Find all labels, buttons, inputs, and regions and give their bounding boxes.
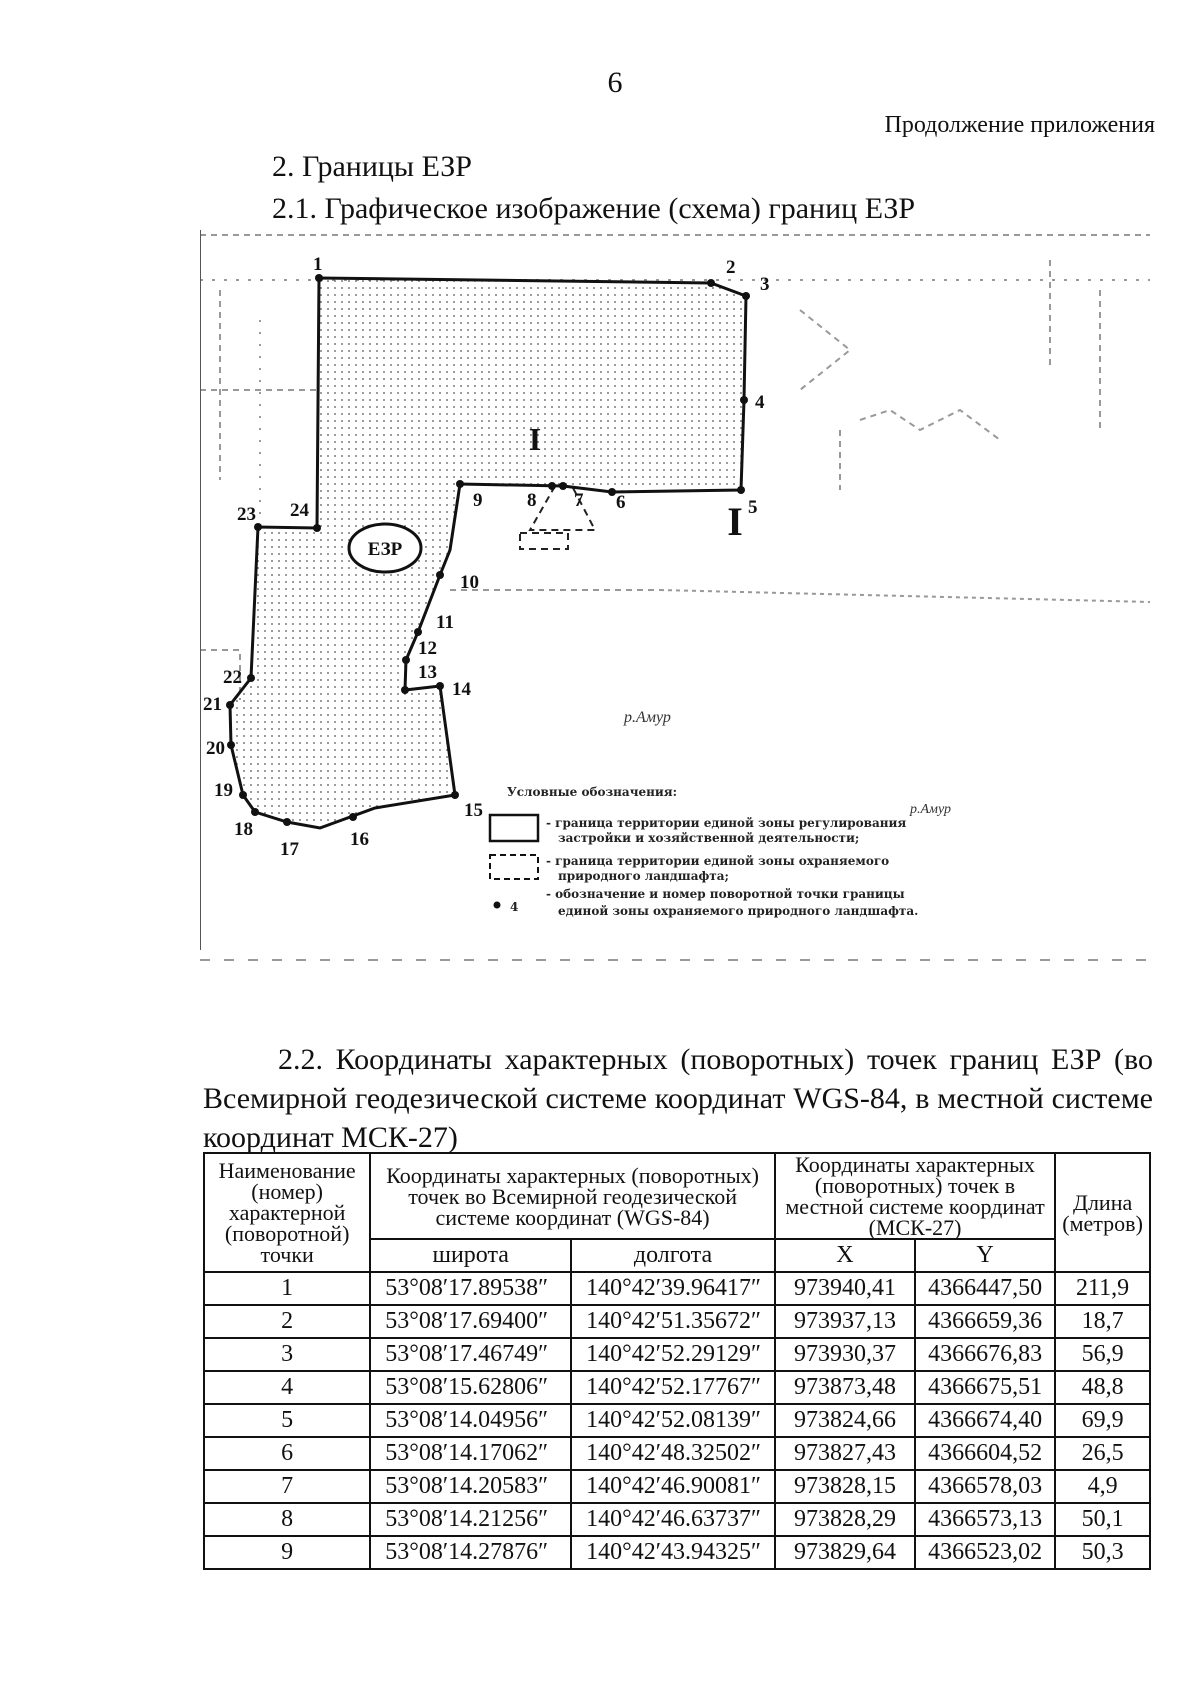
legend-item-2-line-1: - граница территории единой зоны охраняемого bbox=[546, 854, 890, 868]
cell-point: 5 bbox=[204, 1404, 370, 1437]
point-label: 10 bbox=[460, 572, 479, 593]
point-label: 3 bbox=[760, 274, 770, 295]
coordinates-heading-text: 2.2. Координаты характерных (поворотных) точек границ ЕЗР (во Всемирной геодезической системе координат WGS-84, в местной системе координат МСК-27) bbox=[203, 1043, 1153, 1154]
cell-lon: 140°42′46.63737″ bbox=[571, 1503, 775, 1536]
river-label: р.Амур bbox=[910, 802, 952, 817]
table-row bbox=[204, 1404, 1150, 1437]
legend-symbol-solid bbox=[490, 815, 538, 841]
cell-point: 4 bbox=[204, 1371, 370, 1404]
point-label: 15 bbox=[464, 800, 483, 821]
legend-symbol-dot bbox=[494, 902, 501, 909]
cell-point: 8 bbox=[204, 1503, 370, 1536]
boundary-map bbox=[200, 230, 1150, 1033]
cell-length: 26,5 bbox=[1055, 1437, 1150, 1470]
table-row bbox=[204, 1437, 1150, 1470]
map-legend bbox=[490, 785, 918, 918]
point-label: 18 bbox=[234, 819, 253, 840]
cell-x: 973873,48 bbox=[775, 1371, 915, 1404]
cell-y: 4366675,51 bbox=[915, 1371, 1055, 1404]
point-label: 14 bbox=[452, 679, 471, 700]
cell-y: 4366674,40 bbox=[915, 1404, 1055, 1437]
cell-point: 2 bbox=[204, 1305, 370, 1338]
cell-point: 6 bbox=[204, 1437, 370, 1470]
table-row bbox=[204, 1470, 1150, 1503]
table-row bbox=[204, 1272, 1150, 1305]
cell-lat: 53°08′17.69400″ bbox=[370, 1305, 571, 1338]
cell-lat: 53°08′14.20583″ bbox=[370, 1470, 571, 1503]
legend-item-3-line-2: единой зоны охраняемого природного ландшафта. bbox=[558, 904, 919, 918]
cell-y: 4366523,02 bbox=[915, 1536, 1055, 1569]
point-label: 21 bbox=[203, 694, 222, 715]
point-label: 13 bbox=[418, 662, 437, 683]
point-label: 19 bbox=[214, 780, 233, 801]
point-label: 9 bbox=[473, 490, 483, 511]
cell-point: 1 bbox=[204, 1272, 370, 1305]
cell-x: 973930,37 bbox=[775, 1338, 915, 1371]
cell-lat: 53°08′15.62806″ bbox=[370, 1371, 571, 1404]
cell-length: 4,9 bbox=[1055, 1470, 1150, 1503]
point-label: 1 bbox=[313, 254, 323, 275]
point-label: 24 bbox=[290, 500, 309, 521]
legend-item-3-line-1: - обозначение и номер поворотной точки границы bbox=[546, 887, 905, 901]
cell-y: 4366676,83 bbox=[915, 1338, 1055, 1371]
cell-lon: 140°42′52.08139″ bbox=[571, 1404, 775, 1437]
point-label: 4 bbox=[755, 392, 765, 413]
cell-lat: 53°08′17.89538″ bbox=[370, 1272, 571, 1305]
cell-lat: 53°08′14.04956″ bbox=[370, 1404, 571, 1437]
legend-symbol-dashed bbox=[490, 855, 538, 879]
cell-lat: 53°08′17.46749″ bbox=[370, 1338, 571, 1371]
cell-point: 7 bbox=[204, 1470, 370, 1503]
table-row bbox=[204, 1305, 1150, 1338]
cell-y: 4366447,50 bbox=[915, 1272, 1055, 1305]
header-lon: долгота bbox=[571, 1239, 775, 1272]
table-row bbox=[204, 1503, 1150, 1536]
coordinates-heading bbox=[203, 1040, 1153, 1157]
header-lat: широта bbox=[370, 1239, 571, 1272]
header-msk: Координаты характерных (поворотных) точек в местной системе координат (МСК-27) bbox=[775, 1153, 1055, 1239]
cell-x: 973828,15 bbox=[775, 1470, 915, 1503]
point-label: 11 bbox=[436, 612, 454, 633]
ezr-zone-label: ЕЗР bbox=[367, 539, 403, 560]
cell-length: 69,9 bbox=[1055, 1404, 1150, 1437]
cell-lon: 140°42′46.90081″ bbox=[571, 1470, 775, 1503]
building-mark: I bbox=[528, 421, 542, 457]
building-mark: I bbox=[727, 499, 743, 544]
cell-point: 9 bbox=[204, 1536, 370, 1569]
point-label: 12 bbox=[418, 638, 437, 659]
legend-item-2-line-2: природного ландшафта; bbox=[558, 869, 729, 883]
header-y: Y bbox=[915, 1239, 1055, 1272]
point-label: 8 bbox=[527, 490, 537, 511]
section-title: 2. Границы ЕЗР bbox=[272, 150, 472, 183]
point-label: 6 bbox=[616, 492, 626, 513]
cell-length: 18,7 bbox=[1055, 1305, 1150, 1338]
table-row bbox=[204, 1536, 1150, 1569]
cell-y: 4366604,52 bbox=[915, 1437, 1055, 1470]
cell-x: 973829,64 bbox=[775, 1536, 915, 1569]
cell-lat: 53°08′14.17062″ bbox=[370, 1437, 571, 1470]
point-label: 23 bbox=[237, 504, 256, 525]
cell-lon: 140°42′52.29129″ bbox=[571, 1338, 775, 1371]
point-label: 2 bbox=[726, 257, 736, 278]
cell-y: 4366659,36 bbox=[915, 1305, 1055, 1338]
table-row bbox=[204, 1371, 1150, 1404]
legend-item-1-line-2: застройки и хозяйственной деятельности; bbox=[558, 831, 860, 845]
cell-lat: 53°08′14.21256″ bbox=[370, 1503, 571, 1536]
cell-x: 973937,13 bbox=[775, 1305, 915, 1338]
cell-x: 973940,41 bbox=[775, 1272, 915, 1305]
cell-length: 211,9 bbox=[1055, 1272, 1150, 1305]
point-label: 5 bbox=[748, 497, 758, 518]
cell-length: 50,1 bbox=[1055, 1503, 1150, 1536]
coordinates-table bbox=[203, 1152, 1151, 1570]
cell-length: 48,8 bbox=[1055, 1371, 1150, 1404]
point-label: 22 bbox=[223, 667, 242, 688]
appendix-note: Продолжение приложения bbox=[884, 112, 1155, 138]
table-header-row bbox=[204, 1153, 1150, 1239]
page-number: 6 bbox=[607, 66, 623, 99]
point-label: 17 bbox=[280, 839, 299, 860]
point-label: 7 bbox=[574, 490, 584, 511]
ezr-zone-area bbox=[230, 278, 746, 828]
cell-lon: 140°42′43.94325″ bbox=[571, 1536, 775, 1569]
subsection-title: 2.1. Графическое изображение (схема) границ ЕЗР bbox=[272, 192, 916, 225]
cell-y: 4366573,13 bbox=[915, 1503, 1055, 1536]
cell-lat: 53°08′14.27876″ bbox=[370, 1536, 571, 1569]
cell-lon: 140°42′39.96417″ bbox=[571, 1272, 775, 1305]
header-x: X bbox=[775, 1239, 915, 1272]
cell-lon: 140°42′51.35672″ bbox=[571, 1305, 775, 1338]
header-wgs: Координаты характерных (поворотных) точек во Всемирной геодезической системе координат (WGS-84) bbox=[370, 1153, 775, 1239]
point-label: 16 bbox=[350, 829, 369, 850]
cell-point: 3 bbox=[204, 1338, 370, 1371]
cell-length: 50,3 bbox=[1055, 1536, 1150, 1569]
cell-lon: 140°42′52.17767″ bbox=[571, 1371, 775, 1404]
river-label: р.Амур bbox=[624, 709, 671, 726]
table-row bbox=[204, 1338, 1150, 1371]
legend-item-1-line-1: - граница территории единой зоны регулирования bbox=[546, 816, 907, 830]
cell-length: 56,9 bbox=[1055, 1338, 1150, 1371]
cell-x: 973824,66 bbox=[775, 1404, 915, 1437]
header-point: Наименование (номер) характерной (поворотной) точки bbox=[204, 1153, 370, 1272]
point-label: 20 bbox=[206, 738, 225, 759]
cell-lon: 140°42′48.32502″ bbox=[571, 1437, 775, 1470]
cell-x: 973827,43 bbox=[775, 1437, 915, 1470]
cell-x: 973828,29 bbox=[775, 1503, 915, 1536]
header-length: Длина (метров) bbox=[1055, 1153, 1150, 1272]
cell-y: 4366578,03 bbox=[915, 1470, 1055, 1503]
legend-symbol-dot-label: 4 bbox=[510, 900, 519, 914]
legend-title: Условные обозначения: bbox=[507, 785, 678, 799]
